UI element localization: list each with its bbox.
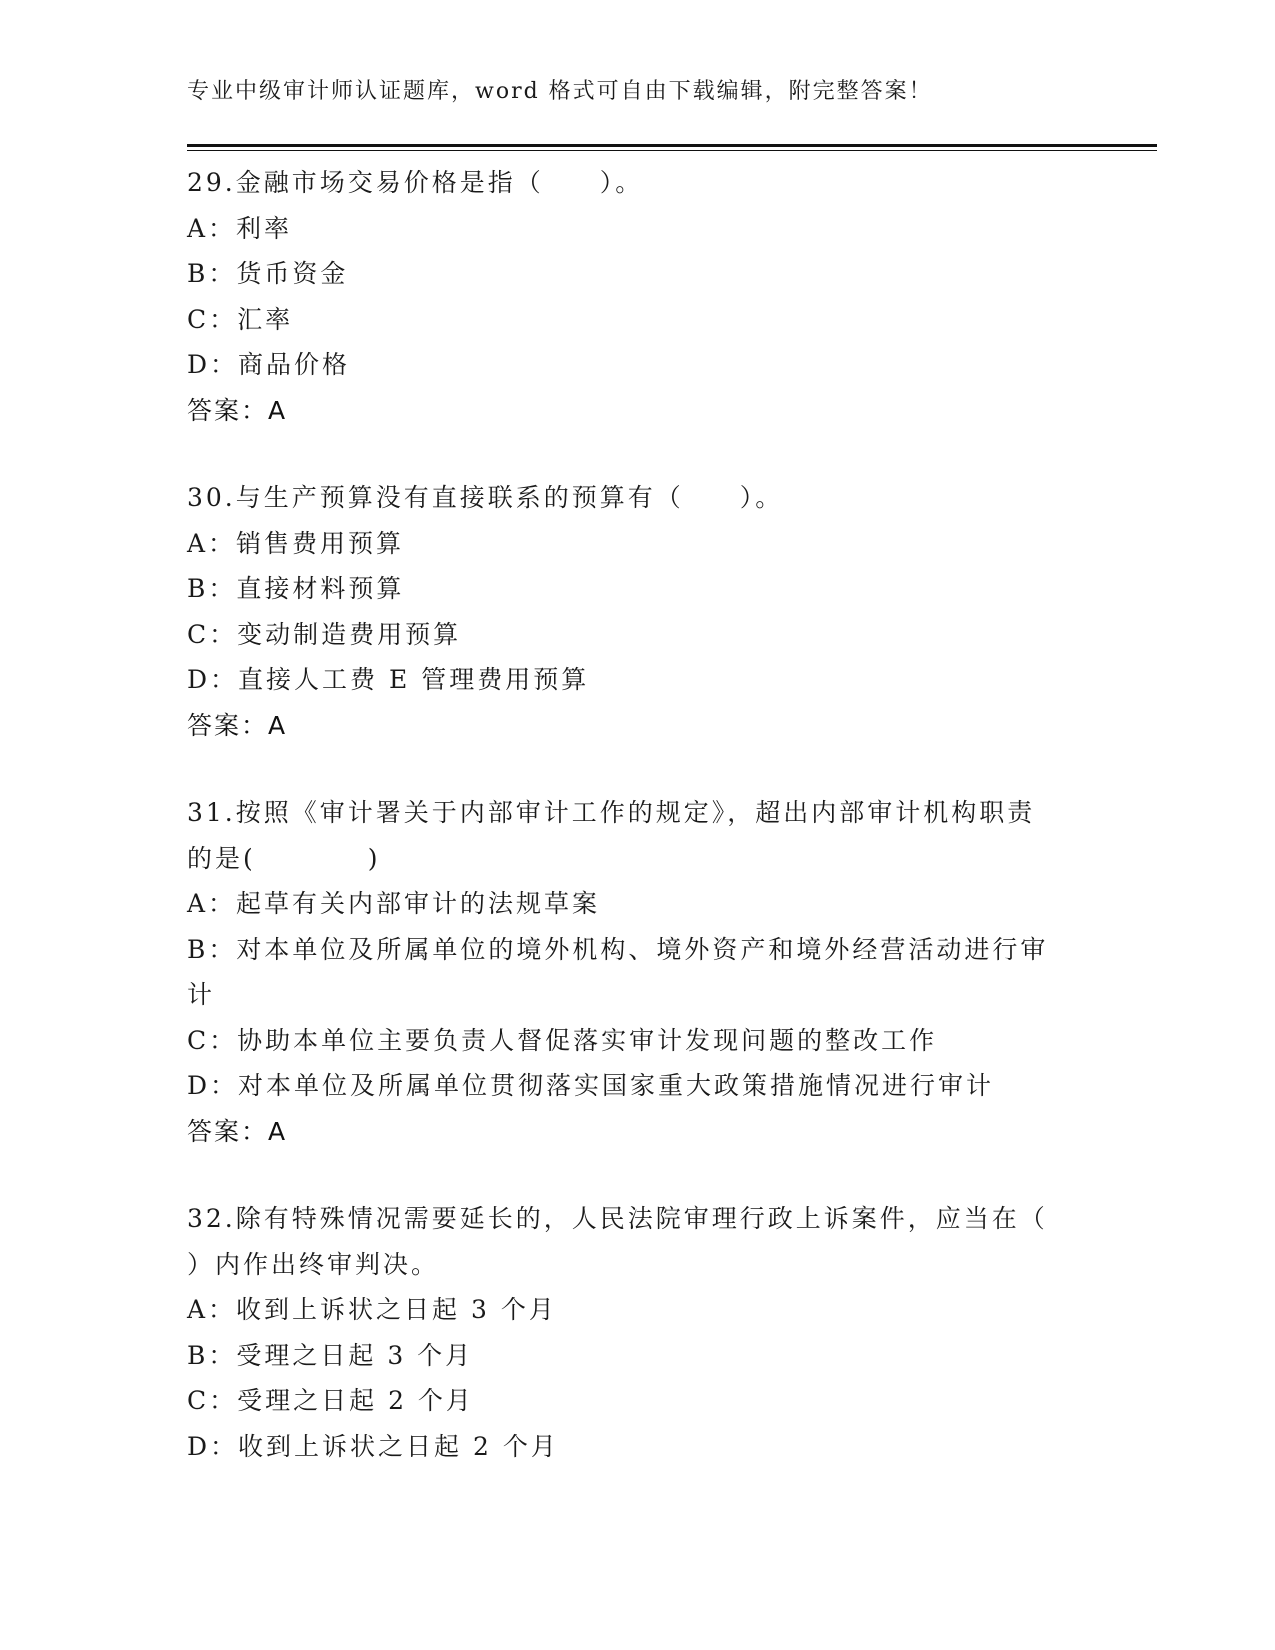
option-b: B：受理之日起 3 个月 <box>187 1340 474 1370</box>
question-29 <box>187 160 1087 433</box>
option-a: A：收到上诉状之日起 3 个月 <box>187 1295 557 1324</box>
question-31 <box>187 790 1087 1154</box>
question-stem: 31.按照《审计署关于内部审计工作的规定》，超出内部审计机构职责 <box>187 798 1036 827</box>
option-d: D：对本单位及所属单位贯彻落实国家重大政策措施情况进行审计 <box>187 1071 995 1100</box>
question-stem: 32.除有特殊情况需要延长的，人民法院审理行政上诉案件，应当在（ <box>187 1204 1048 1233</box>
answer-line: 答案：A <box>187 710 288 740</box>
answer-line: 答案：A <box>187 395 288 425</box>
option-c: C：汇率 <box>187 304 294 334</box>
question-32 <box>187 1196 1087 1469</box>
question-stem: 30.与生产预算没有直接联系的预算有（ ）。 <box>187 483 784 512</box>
header-divider <box>187 144 1157 151</box>
question-stem: 29.金融市场交易价格是指（ ）。 <box>187 168 644 197</box>
question-list <box>187 160 1087 1511</box>
option-d: D：商品价格 <box>187 350 351 379</box>
header-text: 专业中级审计师认证题库，word 格式可自由下载编辑，附完整答案！ <box>187 79 933 104</box>
question-stem-continued: 的是( ) <box>187 843 381 873</box>
option-b: B：直接材料预算 <box>187 574 405 603</box>
option-a: A：销售费用预算 <box>187 528 405 558</box>
option-a: A：起草有关内部审计的法规草案 <box>187 889 601 918</box>
option-a: A：利率 <box>187 213 293 243</box>
option-b: B：货币资金 <box>187 259 349 288</box>
option-d: D：收到上诉状之日起 2 个月 <box>187 1431 559 1461</box>
option-c: C：协助本单位主要负责人督促落实审计发现问题的整改工作 <box>187 1025 938 1055</box>
option-c: C：受理之日起 2 个月 <box>187 1386 474 1415</box>
answer-line: 答案：A <box>187 1116 288 1146</box>
option-d: D：直接人工费 E 管理费用预算 <box>187 665 590 694</box>
option-c: C：变动制造费用预算 <box>187 619 462 649</box>
question-30 <box>187 475 1087 748</box>
option-b-continued: 计 <box>187 980 216 1009</box>
question-stem-continued: ）内作出终审判决。 <box>187 1249 440 1279</box>
option-b: B：对本单位及所属单位的境外机构、境外资产和境外经营活动进行审 <box>187 934 1049 964</box>
